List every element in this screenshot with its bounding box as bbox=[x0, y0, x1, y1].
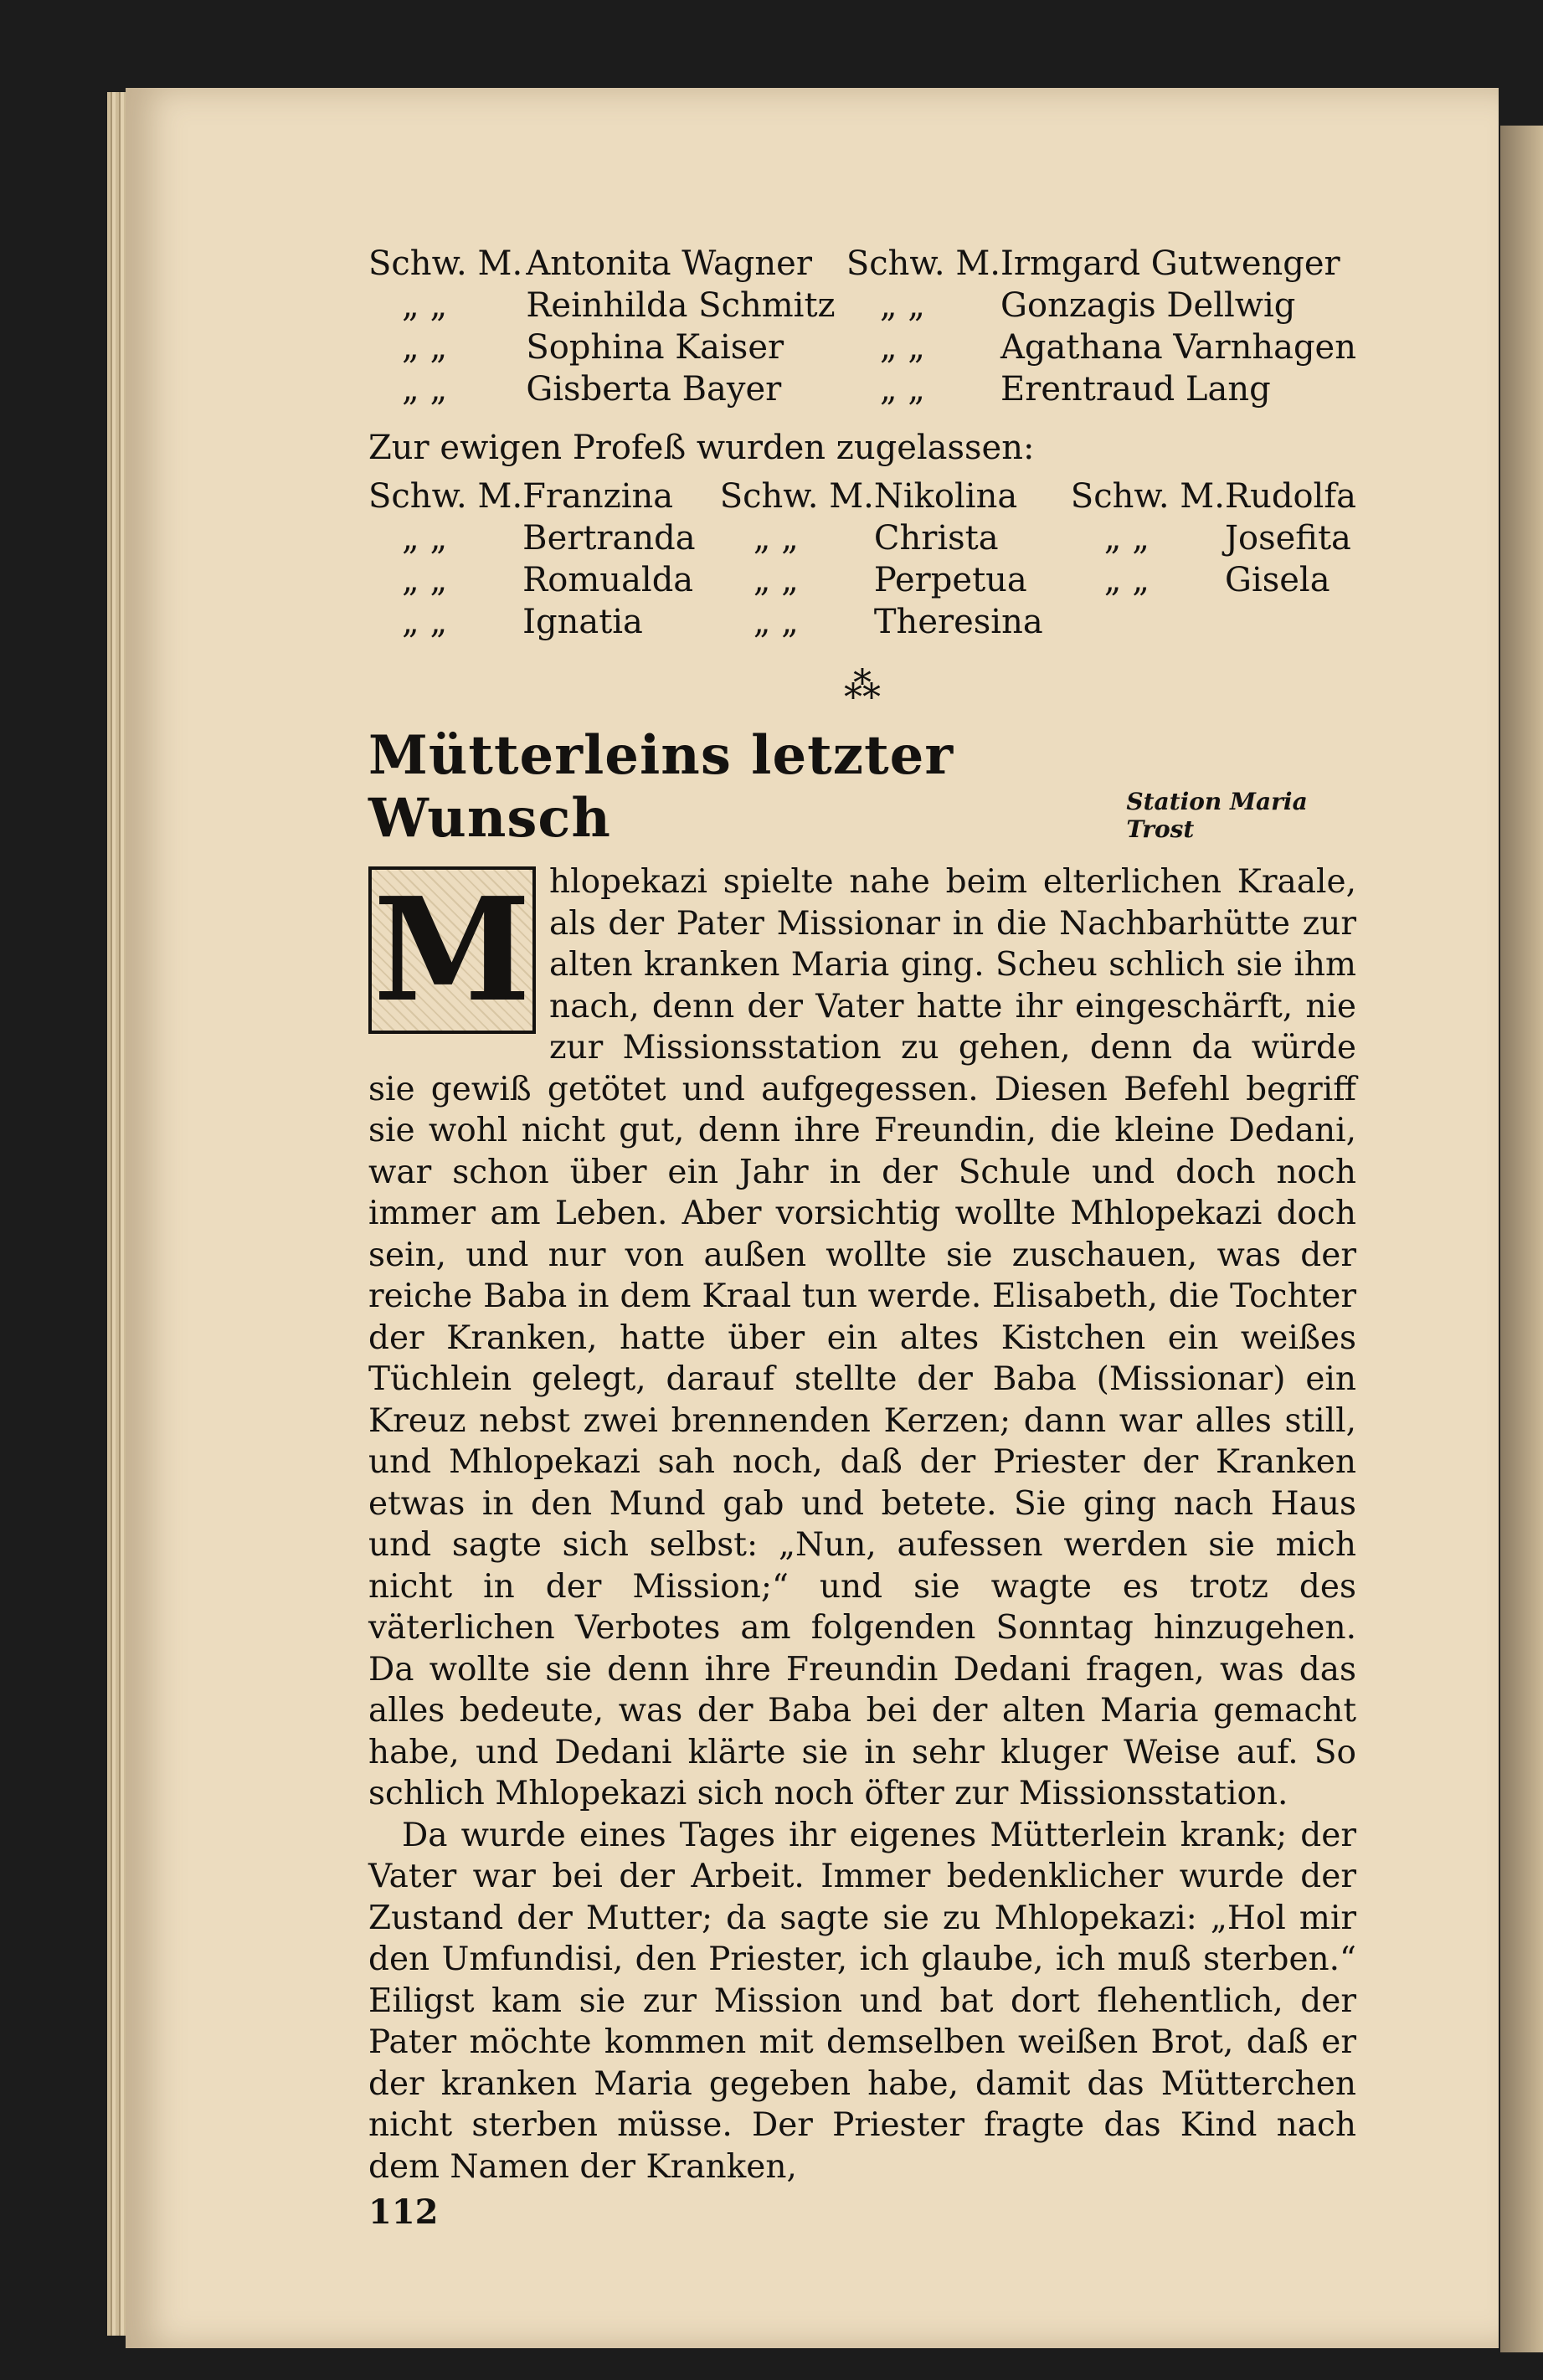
prefix: Schw. M. bbox=[719, 477, 874, 516]
novice-names-table bbox=[368, 243, 1356, 410]
book-spine bbox=[1500, 126, 1543, 2352]
paragraph: hlopekazi spielte nahe beim elterlichen Kraale, als der Pater Missionar in die Nachbarhütte zur alten kranken Maria ging. Scheu schlich sie ihm nach, denn der Vater hatte ihr eingeschärft, nie zur Missionsstation zu gehen, denn da würde sie gewiß getötet und aufgegessen. Diesen Befehl begriff sie wohl nicht gut, denn ihre Freundin, die kleine Dedani, war schon über ein Jahr in der Schule und doch noch immer am Leben. Aber vorsichtig wollte Mhlopekazi doch sein, und nur von außen wollte sie zuschauen, was der reiche Baba in dem Kraal tun werde. Elisabeth, die Tochter der Kranken, hatte über ein altes Kistchen ein weißes Tüchlein gelegt, darauf stellte der Baba (Missionar) ein Kreuz nebst zwei brennenden Kerzen; dann war alles still, und Mhlopekazi sah noch, daß der Priester der Kranken etwas in den Mund gab und betete. Sie ging nach Haus und sagte sich selbst: „Nun, aufessen werden sie mich nicht in der Mission;“ und sie wagte es trotz des väterlichen Verbotes am folgenden Sonntag hinzugehen. Da wollte sie denn ihre Freundin Dedani fragen, was das alles bedeute, was der Baba bei der alten Maria gemacht habe, und Dedani klärte sie in sehr kluger Weise auf. So schlich Mhlopekazi sich noch öfter zur Missionsstation. bbox=[368, 863, 1356, 1812]
prefix: „ „ bbox=[402, 561, 448, 599]
page-number: 112 bbox=[368, 2192, 439, 2232]
left-prefix: „ „ bbox=[402, 328, 448, 367]
name bbox=[1225, 601, 1356, 643]
novice-row bbox=[368, 243, 1356, 285]
left-name: Gisberta Bayer bbox=[526, 370, 782, 409]
station-label: Station Maria Trost bbox=[1126, 788, 1308, 843]
prefix: Schw. M. bbox=[1070, 477, 1225, 516]
prefix: „ „ bbox=[1103, 561, 1150, 599]
name: Nikolina bbox=[873, 477, 1018, 516]
left-prefix: „ „ bbox=[402, 286, 448, 325]
profess-intro: Zur ewigen Profeß wurden zugelassen: bbox=[368, 429, 1035, 467]
name: Ignatia bbox=[522, 603, 643, 641]
right-name: Irmgard Gutwenger bbox=[1000, 244, 1340, 283]
name: Romualda bbox=[522, 561, 694, 599]
name: Rudolfa bbox=[1224, 477, 1356, 516]
right-prefix: „ „ bbox=[879, 370, 926, 409]
prefix: „ „ bbox=[753, 561, 799, 599]
prefix: „ „ bbox=[402, 519, 448, 558]
profess-row bbox=[368, 559, 1356, 601]
right-prefix: Schw. M. bbox=[846, 244, 1001, 283]
prefix: „ „ bbox=[402, 603, 448, 641]
name: Franzina bbox=[522, 477, 674, 516]
novice-row bbox=[368, 368, 1356, 410]
prefix: „ „ bbox=[753, 519, 799, 558]
left-prefix: Schw. M. bbox=[368, 244, 523, 283]
page-content bbox=[368, 243, 1356, 2232]
prefix bbox=[1071, 601, 1225, 643]
name: Theresina bbox=[873, 603, 1043, 641]
name: Gisela bbox=[1224, 561, 1330, 599]
right-prefix: „ „ bbox=[879, 328, 926, 367]
left-prefix: „ „ bbox=[402, 370, 448, 409]
paragraph: Da wurde eines Tages ihr eigenes Mütterlein krank; der Vater war bei der Arbeit. Immer bedenklicher wurde der Zustand der Mutter; da sagte sie zu Mhlopekazi: „Hol mir den Umfundisi, den Priester, ich glaube, ich muß sterben.“ Eiligst kam sie zur Mission und bat dort flehentlich, der Pater möchte kommen mit demselben weißen Brot, daß er der kranken Maria gegeben habe, damit das Mütterchen nicht sterben müsse. Der Priester fragte das Kind nach dem Namen der Kranken, bbox=[368, 1816, 1356, 2186]
name: Christa bbox=[873, 519, 999, 558]
name: Josefita bbox=[1224, 519, 1351, 558]
left-name: Sophina Kaiser bbox=[526, 328, 784, 367]
profess-row bbox=[368, 601, 1356, 643]
novice-row bbox=[368, 326, 1356, 368]
dropcap-initial: M bbox=[368, 866, 536, 1034]
right-name: Erentraud Lang bbox=[1000, 370, 1271, 409]
section-separator: ⁂ bbox=[844, 665, 881, 707]
name: Perpetua bbox=[873, 561, 1027, 599]
right-name: Agathana Varnhagen bbox=[1000, 328, 1356, 367]
novice-row bbox=[368, 285, 1356, 326]
prefix: Schw. M. bbox=[368, 477, 523, 516]
right-name: Gonzagis Dellwig bbox=[1000, 286, 1296, 325]
article-header bbox=[368, 724, 1356, 850]
prefix: „ „ bbox=[753, 603, 799, 641]
prefix: „ „ bbox=[1103, 519, 1150, 558]
profess-row bbox=[368, 475, 1356, 517]
article-heading: Mütterleins letzter Wunsch bbox=[368, 724, 954, 850]
left-name: Antonita Wagner bbox=[526, 244, 812, 283]
profess-names-table bbox=[368, 475, 1356, 643]
profess-row bbox=[368, 517, 1356, 559]
right-prefix: „ „ bbox=[879, 286, 926, 325]
name: Bertranda bbox=[522, 519, 696, 558]
article-body bbox=[368, 861, 1356, 2187]
left-name: Reinhilda Schmitz bbox=[526, 286, 836, 325]
